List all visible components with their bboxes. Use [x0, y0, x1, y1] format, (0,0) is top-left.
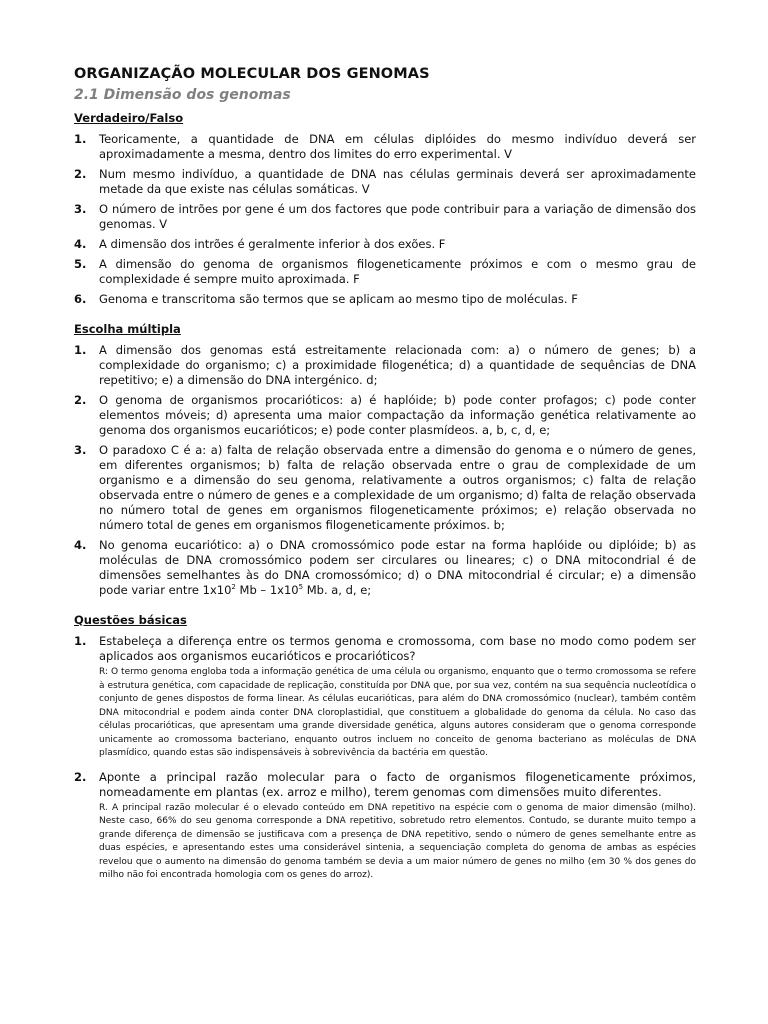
list-item	[74, 634, 696, 761]
list-item	[74, 202, 696, 232]
item-text: O paradoxo C é a: a) falta de relação observada entre a dimensão do genoma e o número de genes, em diferentes organismos; b) falta de relação observada entre o grau de complexidade de um organismo e a dimensão do seu genoma, relativamente a outros organismos; c) falta de relação observada entre o número de genes e a complexidade de um organismo; d) falta de relação observada no número total de genes em organismos filogeneticamente próximos; e) relação observada no número total de genes em organismos filogeneticamente próximos. b;	[99, 443, 696, 532]
item-text-start: No genoma eucariótico: a) o DNA cromossómico pode estar na forma haplóide ou diplóide; b) as moléculas de DNA cromossómico podem ser circulares ou lineares; c) o DNA mitocondrial é de dimensões semelhantes às do DNA cromossómico; d) o DNA mitocondrial é circular; e) a dimensão pode variar entre 1x10	[99, 538, 696, 597]
item-text: A dimensão dos genomas está estreitamente relacionada com: a) o número de genes; b) a complexidade do organismo; c) a proximidade filogenética; d) a quantidade de sequências de DNA repetitivo; e) a dimensão do DNA intergénico. d;	[99, 343, 696, 387]
item-number: 2.	[74, 769, 87, 784]
item-text-middle: Mb – 1x10	[235, 583, 299, 597]
answer-text: R. A principal razão molecular é o elevado conteúdo em DNA repetitivo na espécie com o genoma de maior dimensão (milho). Neste caso, 66% do seu genoma corresponde a DNA repetitivo, sobretudo retro elementos. Contudo, se durante muito tempo a grande diferença de dimensão se justificava com a presença de DNA repetitivo, sendo o número de genes semelhante entre as duas espécies, e apresentando estes uma considerável sintenia, a sequenciação completa do genoma de ambas as espécies revelou que o aumento na dimensão do genoma também se devia a um maior número de genes no milho (em 30 % dos genes do milho não foi encontrada homologia com os genes do arroz).	[99, 802, 696, 880]
list-item	[74, 292, 696, 307]
list-item	[74, 770, 696, 883]
item-text-end: Mb. a, d, e;	[303, 583, 372, 597]
item-number: 4.	[74, 237, 87, 251]
document-page	[74, 64, 696, 883]
item-number: 1.	[74, 634, 87, 648]
multiple-choice-heading: Escolha múltipla	[74, 322, 181, 336]
list-item	[74, 132, 696, 162]
question-text: Estabeleça a diferença entre os termos genoma e cromossoma, com base no modo como podem ser aplicados aos organismos eucarióticos e procarióticos?	[99, 634, 696, 663]
superscript-exponent: 2	[231, 583, 236, 592]
item-text: A dimensão dos intrões é geralmente inferior à dos exões. F	[99, 237, 446, 251]
item-text: Teoricamente, a quantidade de DNA em células diplóides do mesmo indivíduo deverá ser aproximadamente a mesma, dentro dos limites do erro experimental. V	[99, 132, 696, 161]
list-item	[74, 237, 696, 252]
list-item	[74, 538, 696, 598]
basic-questions-list	[74, 634, 696, 883]
multiple-choice-list	[74, 343, 696, 598]
item-number: 4.	[74, 538, 87, 552]
item-text: Genoma e transcritoma são termos que se aplicam ao mesmo tipo de moléculas. F	[99, 292, 578, 306]
item-number: 2.	[74, 393, 87, 407]
item-number: 5.	[74, 257, 87, 271]
list-item	[74, 343, 696, 388]
item-number: 3.	[74, 202, 87, 216]
item-number: 3.	[74, 443, 87, 457]
list-item	[74, 167, 696, 197]
item-number: 1.	[74, 343, 87, 357]
item-number: 2.	[74, 167, 87, 181]
answer-text: R: O termo genoma engloba toda a informação genética de uma célula ou organismo, enquanto que o termo cromossoma se refere à estrutura genética, com capacidade de replicação, constituída por DNA que, por sua vez, contém na sua sequência nucleotídica o conjunto de genes dispostos de forma linear. As células eucarióticas, para além do DNA cromossómico (nuclear), também contêm DNA mitocondrial e podem ainda conter DNA cloroplastidial, que constituem a globalidade do genoma da célula. No caso das células procarióticas, que apresentam uma grande diversidade genética, alguns autores consideram que o genoma corresponde unicamente ao cromossoma bacteriano, enquanto outros incluem no conceito de genoma bacteriano as moléculas de DNA plasmídico, quando estas são indispensáveis à sobrevivência da bactéria em questão.	[99, 667, 696, 758]
true-false-list	[74, 132, 696, 307]
item-text: Num mesmo indivíduo, a quantidade de DNA nas células germinais deverá ser aproximadamente metade da que existe nas células somáticas. V	[99, 167, 696, 196]
section-subtitle: 2.1 Dimensão dos genomas	[74, 87, 291, 103]
question-text: Aponte a principal razão molecular para o facto de organismos filogeneticamente próximos, nomeadamente em plantas (ex. arroz e milho), terem genomas com dimensões muito diferentes.	[99, 769, 696, 799]
superscript-exponent: 5	[298, 583, 304, 592]
item-text: O número de intrões por gene é um dos factores que pode contribuir para a variação de dimensão dos genomas. V	[99, 202, 696, 231]
item-number: 1.	[74, 132, 87, 146]
item-number: 6.	[74, 292, 87, 306]
document-title: ORGANIZAÇÃO MOLECULAR DOS GENOMAS	[74, 66, 430, 82]
true-false-heading: Verdadeiro/Falso	[74, 111, 184, 125]
item-text: O genoma de organismos procarióticos: a) é haplóide; b) pode conter profagos; c) pode conter elementos móveis; d) apresenta uma maior compactação da informação genética relativamente ao genoma dos organismos eucarióticos; e) pode conter plasmídeos. a, b, c, d, e;	[99, 393, 696, 437]
list-item	[74, 393, 696, 438]
item-text: A dimensão do genoma de organismos filogeneticamente próximos e com o mesmo grau de complexidade é sempre muito aproximada. F	[99, 257, 696, 286]
basic-questions-heading: Questões básicas	[74, 613, 187, 627]
list-item	[74, 257, 696, 287]
list-item	[74, 443, 696, 533]
